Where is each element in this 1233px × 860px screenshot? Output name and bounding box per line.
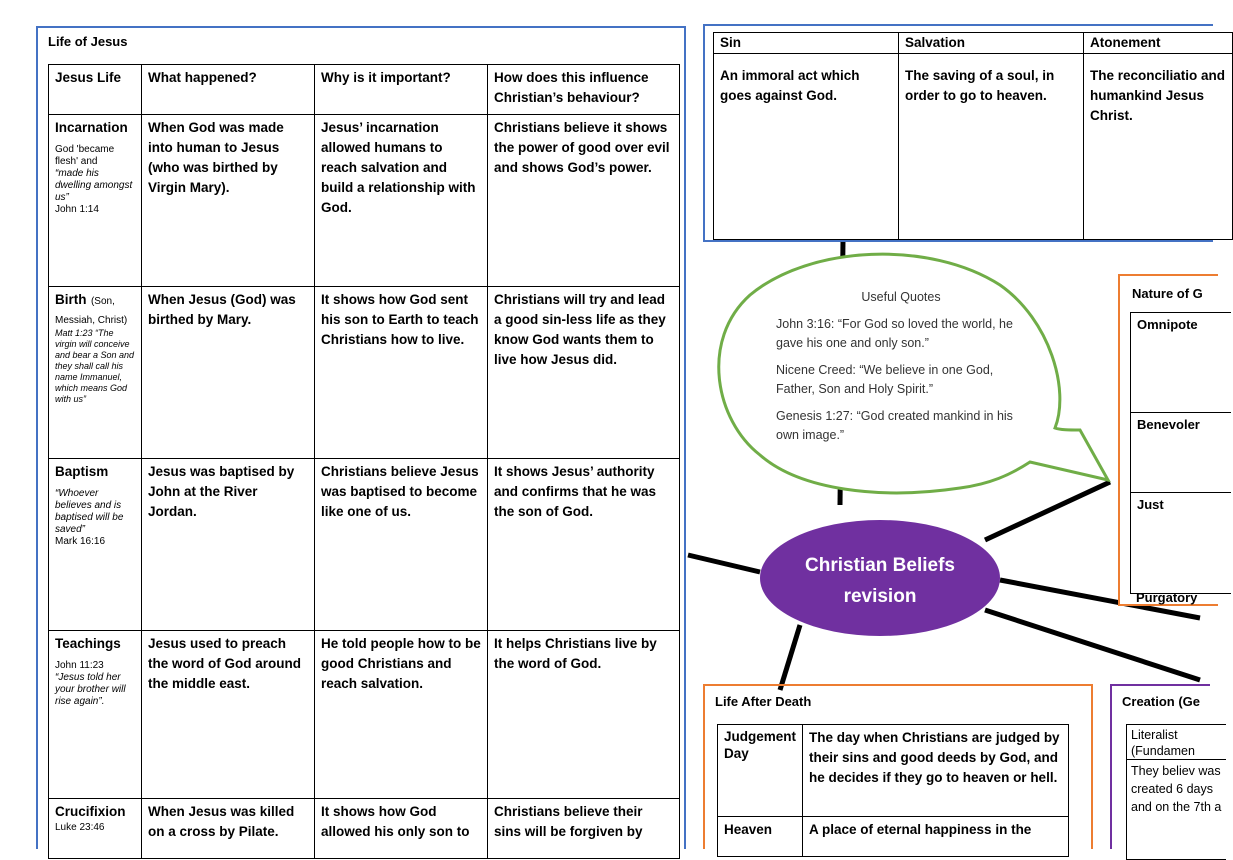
sin-definition: An immoral act which goes against God. — [714, 54, 899, 240]
table-row — [718, 817, 1069, 857]
important-cell: It shows how God allowed his only son to — [315, 799, 488, 859]
event-label: Birth — [55, 292, 87, 307]
salvation-definition: The saving of a soul, in order to go to heaven. — [899, 54, 1084, 240]
col-atonement: Atonement — [1084, 33, 1233, 54]
event-quote: “Jesus told her your brother will rise again”. — [55, 672, 126, 707]
nature-of-god-title: Nature of G — [1132, 286, 1203, 301]
col-what-happened: What happened? — [142, 65, 315, 115]
nature-row — [1130, 412, 1231, 493]
nature-row-label: Purgatory — [1136, 590, 1198, 605]
nature-of-god-panel — [1118, 274, 1218, 606]
event-note: (Son, Messiah, Christ) — [55, 296, 128, 326]
quote-item: Genesis 1:27: “God created mankind in his own image.” — [776, 409, 1013, 442]
connector-creation — [985, 610, 1200, 680]
creation-panel — [1110, 684, 1222, 849]
event-quote: God 'became flesh' and — [55, 144, 115, 167]
happened-cell: Jesus was baptised by John at the River Jordan. — [142, 459, 315, 631]
key-terms-panel — [703, 24, 1226, 242]
table-row — [49, 287, 680, 459]
event-quote: Mark 16:16 — [55, 536, 106, 547]
quotes-content — [776, 288, 1026, 445]
nature-row-label: Benevoler — [1137, 417, 1200, 432]
influence-cell: Christians believe their sins will be forgiven by — [488, 799, 680, 859]
life-of-jesus-panel — [36, 26, 686, 849]
table-row — [49, 115, 680, 287]
table-row — [718, 725, 1069, 817]
happened-cell: When God was made into human to Jesus (who was birthed by Virgin Mary). — [142, 115, 315, 287]
table-row — [49, 799, 680, 859]
connector-left — [688, 555, 760, 572]
event-label: Crucifixion — [55, 804, 126, 819]
event-quote: John 1:14 — [55, 204, 99, 215]
term-cell: Judgement Day — [718, 725, 803, 817]
col-why-important: Why is it important? — [315, 65, 488, 115]
creation-row: They believ was created 6 days and on the 7th a — [1126, 760, 1226, 860]
center-title: Christian Beliefs revision — [805, 555, 955, 607]
happened-cell: When Jesus (God) was birthed by Mary. — [142, 287, 315, 459]
atonement-definition: The reconciliatio and humankind Jesus Christ. — [1084, 54, 1233, 240]
creation-row: Literalist (Fundamen — [1126, 724, 1226, 760]
nature-row — [1130, 492, 1231, 594]
influence-cell: It helps Christians live by the word of God. — [488, 631, 680, 799]
table-row — [49, 459, 680, 631]
col-sin: Sin — [714, 33, 899, 54]
happened-cell: Jesus used to preach the word of God around the middle east. — [142, 631, 315, 799]
nature-row — [1130, 312, 1231, 413]
life-of-jesus-table — [48, 64, 680, 859]
event-quote: “made his dwelling amongst us” — [55, 168, 133, 203]
event-quote: “Whoever believes and is baptised will be saved” — [55, 488, 124, 535]
important-cell: Christians believe Jesus was baptised to become like one of us. — [315, 459, 488, 631]
nature-row-label: Just — [1137, 497, 1164, 512]
influence-cell: Christians believe it shows the power of good over evil and shows God’s power. — [488, 115, 680, 287]
important-cell: It shows how God sent his son to Earth to teach Christians how to live. — [315, 287, 488, 459]
influence-cell: It shows Jesus’ authority and confirms that he was the son of God. — [488, 459, 680, 631]
col-jesus-life: Jesus Life — [49, 65, 142, 115]
happened-cell: When Jesus was killed on a cross by Pilate. — [142, 799, 315, 859]
desc-cell: A place of eternal happiness in the — [803, 817, 1069, 857]
desc-cell: The day when Christians are judged by their sins and good deeds by God, and he decides if they go to heaven or hell. — [803, 725, 1069, 817]
event-label: Teachings — [55, 636, 121, 651]
quotes-title: Useful Quotes — [861, 290, 941, 304]
important-cell: He told people how to be good Christians and reach salvation. — [315, 631, 488, 799]
event-quote: Matt 1:23 “The virgin will conceive and bear a Son and they shall call his name Immanuel, which means God with us” — [55, 328, 135, 404]
creation-title: Creation (Ge — [1122, 694, 1201, 709]
term-cell: Heaven — [718, 817, 803, 857]
important-cell: Jesus’ incarnation allowed humans to reach salvation and build a relationship with God. — [315, 115, 488, 287]
connector-bottom — [780, 625, 800, 690]
col-salvation: Salvation — [899, 33, 1084, 54]
event-quote: John 11:23 — [55, 660, 104, 671]
life-after-death-panel — [703, 684, 1093, 849]
event-quote: Luke 23:46 — [55, 822, 105, 833]
key-terms-table — [713, 32, 1233, 240]
table-row — [49, 631, 680, 799]
nature-row-label: Omnipote — [1137, 317, 1198, 332]
connector-nature — [985, 482, 1110, 540]
event-label: Baptism — [55, 464, 109, 479]
influence-cell: Christians will try and lead a good sin-less life as they know God wants them to live how Jesus did. — [488, 287, 680, 459]
col-influence: How does this influence Christian’s behaviour? — [488, 65, 680, 115]
event-label: Incarnation — [55, 120, 128, 135]
quote-item: John 3:16: “For God so loved the world, he gave his one and only son.” — [776, 317, 1013, 350]
life-of-jesus-title: Life of Jesus — [48, 34, 128, 49]
quote-item: Nicene Creed: “We believe in one God, Father, Son and Holy Spirit.” — [776, 363, 994, 396]
life-after-death-title: Life After Death — [715, 694, 812, 709]
life-after-death-table — [717, 724, 1069, 857]
